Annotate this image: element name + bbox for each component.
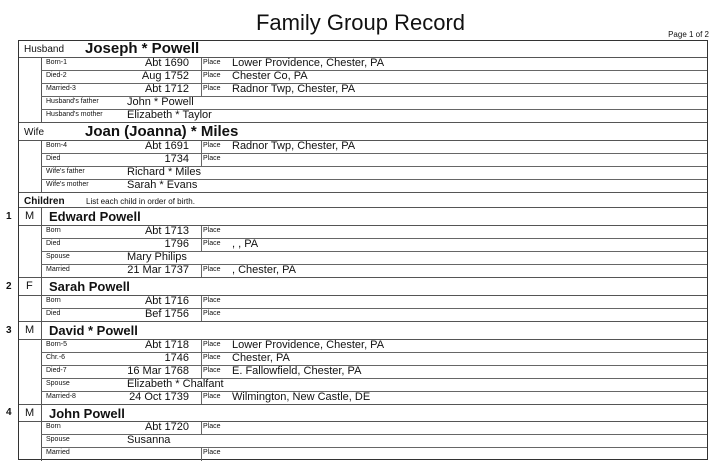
place-label: Place bbox=[203, 59, 221, 66]
event-label: Born bbox=[46, 227, 61, 234]
event-date: Abt 1713 bbox=[144, 225, 189, 237]
event-date: Abt 1712 bbox=[144, 83, 189, 95]
event-label: Born-5 bbox=[46, 341, 68, 348]
husband-header bbox=[19, 41, 707, 58]
event-place: Chester Co, PA bbox=[232, 70, 308, 82]
family-group-form bbox=[18, 40, 708, 460]
column-divider bbox=[201, 84, 202, 96]
event-place: Wilmington, New Castle, DE bbox=[232, 391, 371, 403]
relation-value: Sarah * Evans bbox=[127, 179, 198, 191]
place-label: Place bbox=[203, 310, 221, 317]
column-divider bbox=[201, 239, 202, 251]
event-label: Died bbox=[46, 310, 61, 317]
event-place: , Chester, PA bbox=[232, 264, 296, 276]
event-date: 1796 bbox=[164, 238, 189, 250]
relation-label: Husband's father bbox=[46, 98, 99, 105]
spouse-name: Susanna bbox=[127, 434, 171, 446]
event-date: Abt 1720 bbox=[144, 421, 189, 433]
event-label: Chr.-6 bbox=[46, 354, 66, 361]
column-divider bbox=[201, 353, 202, 365]
column-divider bbox=[201, 422, 202, 434]
relation-value: Richard * Miles bbox=[127, 166, 201, 178]
spouse-label: Spouse bbox=[46, 380, 70, 387]
event-place: Lower Providence, Chester, PA bbox=[232, 57, 385, 69]
column-divider bbox=[201, 340, 202, 352]
child-name: David * Powell bbox=[49, 323, 138, 338]
place-label: Place bbox=[203, 266, 221, 273]
child-3-married-row bbox=[19, 392, 707, 405]
child-number: 1 bbox=[6, 211, 12, 222]
relation-value: John * Powell bbox=[127, 96, 194, 108]
child-2-born-row bbox=[41, 296, 707, 309]
column-divider bbox=[201, 154, 202, 166]
sex-divider bbox=[41, 405, 42, 422]
child-4-spouse-row bbox=[41, 435, 707, 448]
event-label: Married-3 bbox=[46, 85, 76, 92]
child-number: 4 bbox=[6, 407, 12, 418]
column-divider bbox=[201, 309, 202, 321]
column-divider bbox=[201, 296, 202, 308]
relation-label: Wife's mother bbox=[46, 181, 89, 188]
event-place: Radnor Twp, Chester, PA bbox=[232, 83, 356, 95]
event-date: 1746 bbox=[164, 352, 189, 364]
event-place: Radnor Twp, Chester, PA bbox=[232, 140, 356, 152]
event-label: Died bbox=[46, 155, 61, 162]
child-sex: F bbox=[26, 280, 33, 292]
husband-name: Joseph * Powell bbox=[85, 40, 200, 57]
spouse-label: Spouse bbox=[46, 436, 70, 443]
place-label: Place bbox=[203, 142, 221, 149]
column-divider bbox=[201, 392, 202, 404]
place-label: Place bbox=[203, 240, 221, 247]
child-3-born-row bbox=[41, 340, 707, 353]
event-date: Bef 1756 bbox=[144, 308, 189, 320]
event-label: Born-1 bbox=[46, 59, 68, 66]
place-label: Place bbox=[203, 72, 221, 79]
child-3-header bbox=[19, 322, 707, 340]
page-number: Page 1 of 2 bbox=[668, 30, 709, 39]
event-label: Born bbox=[46, 423, 61, 430]
wife-header bbox=[19, 123, 707, 141]
place-label: Place bbox=[203, 297, 221, 304]
child-2-header bbox=[19, 278, 707, 296]
child-4-header bbox=[19, 405, 707, 422]
child-sex: M bbox=[25, 407, 35, 419]
event-place: Chester, PA bbox=[232, 352, 290, 364]
sex-divider bbox=[41, 208, 42, 226]
event-date: 24 Oct 1739 bbox=[129, 391, 189, 403]
child-name: John Powell bbox=[49, 406, 125, 421]
children-label: Children bbox=[24, 196, 65, 207]
child-sex: M bbox=[25, 324, 35, 336]
wife-label: Wife bbox=[24, 127, 44, 138]
wife-mother-row bbox=[19, 180, 707, 193]
child-sex: M bbox=[25, 210, 35, 222]
column-divider bbox=[201, 141, 202, 153]
husband-died-row bbox=[41, 71, 707, 84]
column-divider bbox=[201, 226, 202, 238]
event-date: 16 Mar 1768 bbox=[127, 365, 189, 377]
event-date: 21 Mar 1737 bbox=[127, 264, 189, 276]
relation-label: Husband's mother bbox=[46, 111, 103, 118]
wife-born-row bbox=[41, 141, 707, 154]
relation-label: Wife's father bbox=[46, 168, 85, 175]
wife-name: Joan (Joanna) * Miles bbox=[85, 123, 239, 140]
place-label: Place bbox=[203, 341, 221, 348]
event-label: Born bbox=[46, 297, 61, 304]
child-name: Edward Powell bbox=[49, 209, 141, 224]
husband-born-row bbox=[41, 58, 707, 71]
event-date: Abt 1716 bbox=[144, 295, 189, 307]
event-place: E. Fallowfield, Chester, PA bbox=[232, 365, 362, 377]
child-number: 3 bbox=[6, 325, 12, 336]
event-place: Lower Providence, Chester, PA bbox=[232, 339, 385, 351]
column-divider bbox=[201, 58, 202, 70]
child-name: Sarah Powell bbox=[49, 279, 130, 294]
event-label: Married bbox=[46, 266, 70, 273]
place-label: Place bbox=[203, 393, 221, 400]
children-header bbox=[19, 193, 707, 208]
column-divider bbox=[201, 448, 202, 461]
sex-divider bbox=[41, 278, 42, 296]
column-divider bbox=[201, 71, 202, 83]
child-1-married-row bbox=[19, 265, 707, 278]
column-divider bbox=[201, 265, 202, 277]
event-label: Born-4 bbox=[46, 142, 68, 149]
event-label: Died-2 bbox=[46, 72, 67, 79]
child-1-header bbox=[19, 208, 707, 226]
spouse-name: Mary Philips bbox=[127, 251, 187, 263]
event-label: Died-7 bbox=[46, 367, 67, 374]
event-date: Aug 1752 bbox=[141, 70, 189, 82]
spouse-name: Elizabeth * Chalfant bbox=[127, 378, 224, 390]
place-label: Place bbox=[203, 155, 221, 162]
place-label: Place bbox=[203, 449, 221, 456]
children-note: List each child in order of birth. bbox=[86, 197, 195, 206]
place-label: Place bbox=[203, 227, 221, 234]
event-date: Abt 1690 bbox=[144, 57, 189, 69]
child-number: 2 bbox=[6, 281, 12, 292]
child-4-married-row bbox=[41, 448, 707, 461]
event-date: Abt 1691 bbox=[144, 140, 189, 152]
event-label: Married-8 bbox=[46, 393, 76, 400]
place-label: Place bbox=[203, 367, 221, 374]
event-label: Married bbox=[46, 449, 70, 456]
child-2-died-row bbox=[19, 309, 707, 322]
sex-divider bbox=[41, 322, 42, 340]
place-label: Place bbox=[203, 85, 221, 92]
event-date: Abt 1718 bbox=[144, 339, 189, 351]
event-date: 1734 bbox=[164, 153, 189, 165]
husband-mother-row bbox=[19, 110, 707, 123]
place-label: Place bbox=[203, 354, 221, 361]
spouse-label: Spouse bbox=[46, 253, 70, 260]
event-place: , , PA bbox=[232, 238, 259, 250]
relation-value: Elizabeth * Taylor bbox=[127, 109, 212, 121]
column-divider bbox=[201, 366, 202, 378]
child-1-born-row bbox=[41, 226, 707, 239]
husband-label: Husband bbox=[24, 44, 65, 55]
place-label: Place bbox=[203, 423, 221, 430]
page-title: Family Group Record bbox=[255, 10, 466, 35]
event-label: Died bbox=[46, 240, 61, 247]
